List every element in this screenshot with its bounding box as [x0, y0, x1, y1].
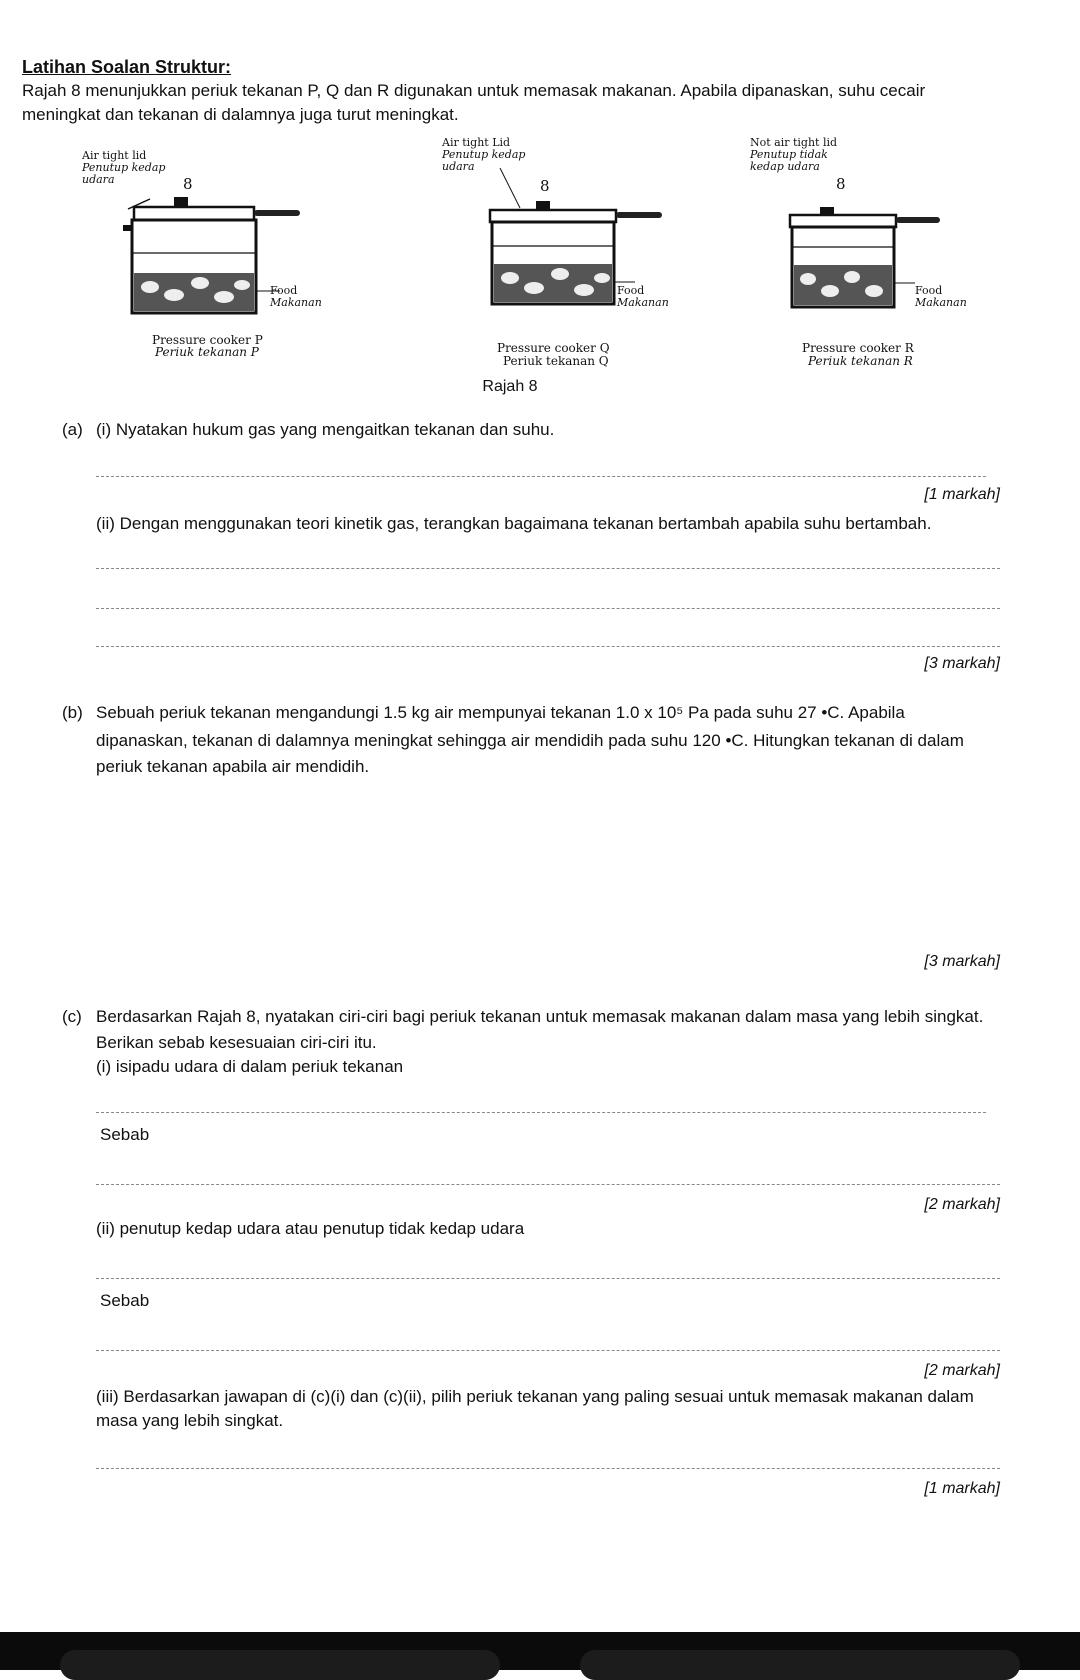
food-label-ms: Makanan — [617, 296, 669, 309]
lid-label-ms: Penutup kedap — [442, 148, 526, 161]
food-label-ms: Makanan — [915, 296, 967, 309]
figure-caption: Rajah 8 — [482, 378, 538, 395]
lid-label-ms-2: udara — [442, 160, 475, 173]
working-space[interactable] — [96, 785, 1000, 950]
question-c-ii-text: (ii) penutup kedap udara atau penutup tidak kedap udara — [96, 1219, 525, 1238]
marks-label: [2 markah] — [924, 1362, 1000, 1379]
worksheet-title: Latihan Soalan Struktur: — [22, 57, 232, 77]
answer-line[interactable] — [96, 646, 1000, 647]
pressure-cooker-r-drawing — [780, 205, 955, 330]
lid-label-ms: Penutup kedap — [82, 161, 166, 174]
question-a-i-text: (i) Nyatakan hukum gas yang mengaitkan tekanan dan suhu. — [96, 420, 555, 439]
intro-line-2: meningkat dan tekanan di dalamnya juga turut meningkat. — [22, 105, 459, 124]
question-c-label: (c) — [62, 1007, 82, 1026]
intro-line-1: Rajah 8 menunjukkan periuk tekanan P, Q dan R digunakan untuk memasak makanan. Apabila dipanaskan, suhu cecair — [22, 81, 926, 100]
question-b-line-1: Sebuah periuk tekanan mengandungi 1.5 kg air mempunyai tekanan 1.0 x 10⁵ Pa pada suhu 27 •C. Apabila — [96, 703, 905, 722]
answer-line[interactable] — [96, 1184, 1000, 1185]
question-b-label: (b) — [62, 703, 83, 722]
food-label-ms: Makanan — [270, 296, 322, 309]
answer-line[interactable] — [96, 608, 1000, 609]
answer-line[interactable] — [96, 476, 986, 477]
reason-label: Sebab — [100, 1291, 150, 1310]
reason-label: Sebab — [100, 1125, 150, 1144]
food-label-en: Food — [617, 284, 645, 297]
cooker-name-en: Pressure cooker Q — [497, 341, 610, 355]
answer-line[interactable] — [96, 1278, 1000, 1279]
lid-label-ms-2: udara — [82, 173, 115, 186]
lid-label-en: Not air tight lid — [750, 136, 838, 149]
marks-label: [3 markah] — [924, 655, 1000, 672]
lid-label-ms: Penutup tidak — [750, 148, 828, 161]
answer-line[interactable] — [96, 1112, 986, 1113]
bottom-panel-right — [580, 1650, 1020, 1680]
cooker-name-ms: Periuk tekanan P — [155, 345, 259, 359]
question-a-ii-text: (ii) Dengan menggunakan teori kinetik gas, terangkan bagaimana tekanan bertambah apabila suhu bertambah. — [96, 514, 932, 533]
food-label-en: Food — [270, 284, 298, 297]
valve-label: 8 — [836, 175, 846, 193]
valve-label: 8 — [540, 177, 550, 195]
lid-label-en: Air tight Lid — [442, 136, 511, 149]
marks-label: [3 markah] — [924, 953, 1000, 970]
question-c-iii-line-1: (iii) Berdasarkan jawapan di (c)(i) dan (c)(ii), pilih periuk tekanan yang paling sesuai untuk memasak makanan dalam — [96, 1387, 974, 1406]
question-a-label: (a) — [62, 420, 83, 439]
question-b-line-2: dipanaskan, tekanan di dalamnya meningkat sehingga air mendidih pada suhu 120 •C. Hitungkan tekanan di dalam — [96, 731, 964, 750]
cooker-name-en: Pressure cooker P — [152, 333, 263, 347]
valve-label: 8 — [183, 175, 193, 193]
bottom-panel-left — [60, 1650, 500, 1680]
marks-label: [1 markah] — [924, 486, 1000, 503]
lid-label-en: Air tight lid — [82, 149, 147, 162]
answer-line[interactable] — [96, 568, 1000, 569]
question-c-line-2: Berikan sebab kesesuaian ciri-ciri itu. — [96, 1033, 377, 1052]
question-c-line-1: Berdasarkan Rajah 8, nyatakan ciri-ciri bagi periuk tekanan untuk memasak makanan dalam masa yang lebih singkat. — [96, 1007, 984, 1026]
question-c-iii-line-2: masa yang lebih singkat. — [96, 1411, 284, 1430]
cooker-name-ms: Periuk tekanan R — [808, 354, 913, 368]
answer-line[interactable] — [96, 1468, 1000, 1469]
lid-label-ms-2: kedap udara — [750, 160, 820, 173]
marks-label: [1 markah] — [924, 1480, 1000, 1497]
cooker-name-ms: Periuk tekanan Q — [503, 354, 609, 368]
question-b-line-3: periuk tekanan apabila air mendidih. — [96, 757, 370, 776]
marks-label: [2 markah] — [924, 1196, 1000, 1213]
question-c-i-text: (i) isipadu udara di dalam periuk tekanan — [96, 1057, 404, 1076]
answer-line[interactable] — [96, 1350, 1000, 1351]
food-label-en: Food — [915, 284, 943, 297]
cooker-name-en: Pressure cooker R — [802, 341, 914, 355]
